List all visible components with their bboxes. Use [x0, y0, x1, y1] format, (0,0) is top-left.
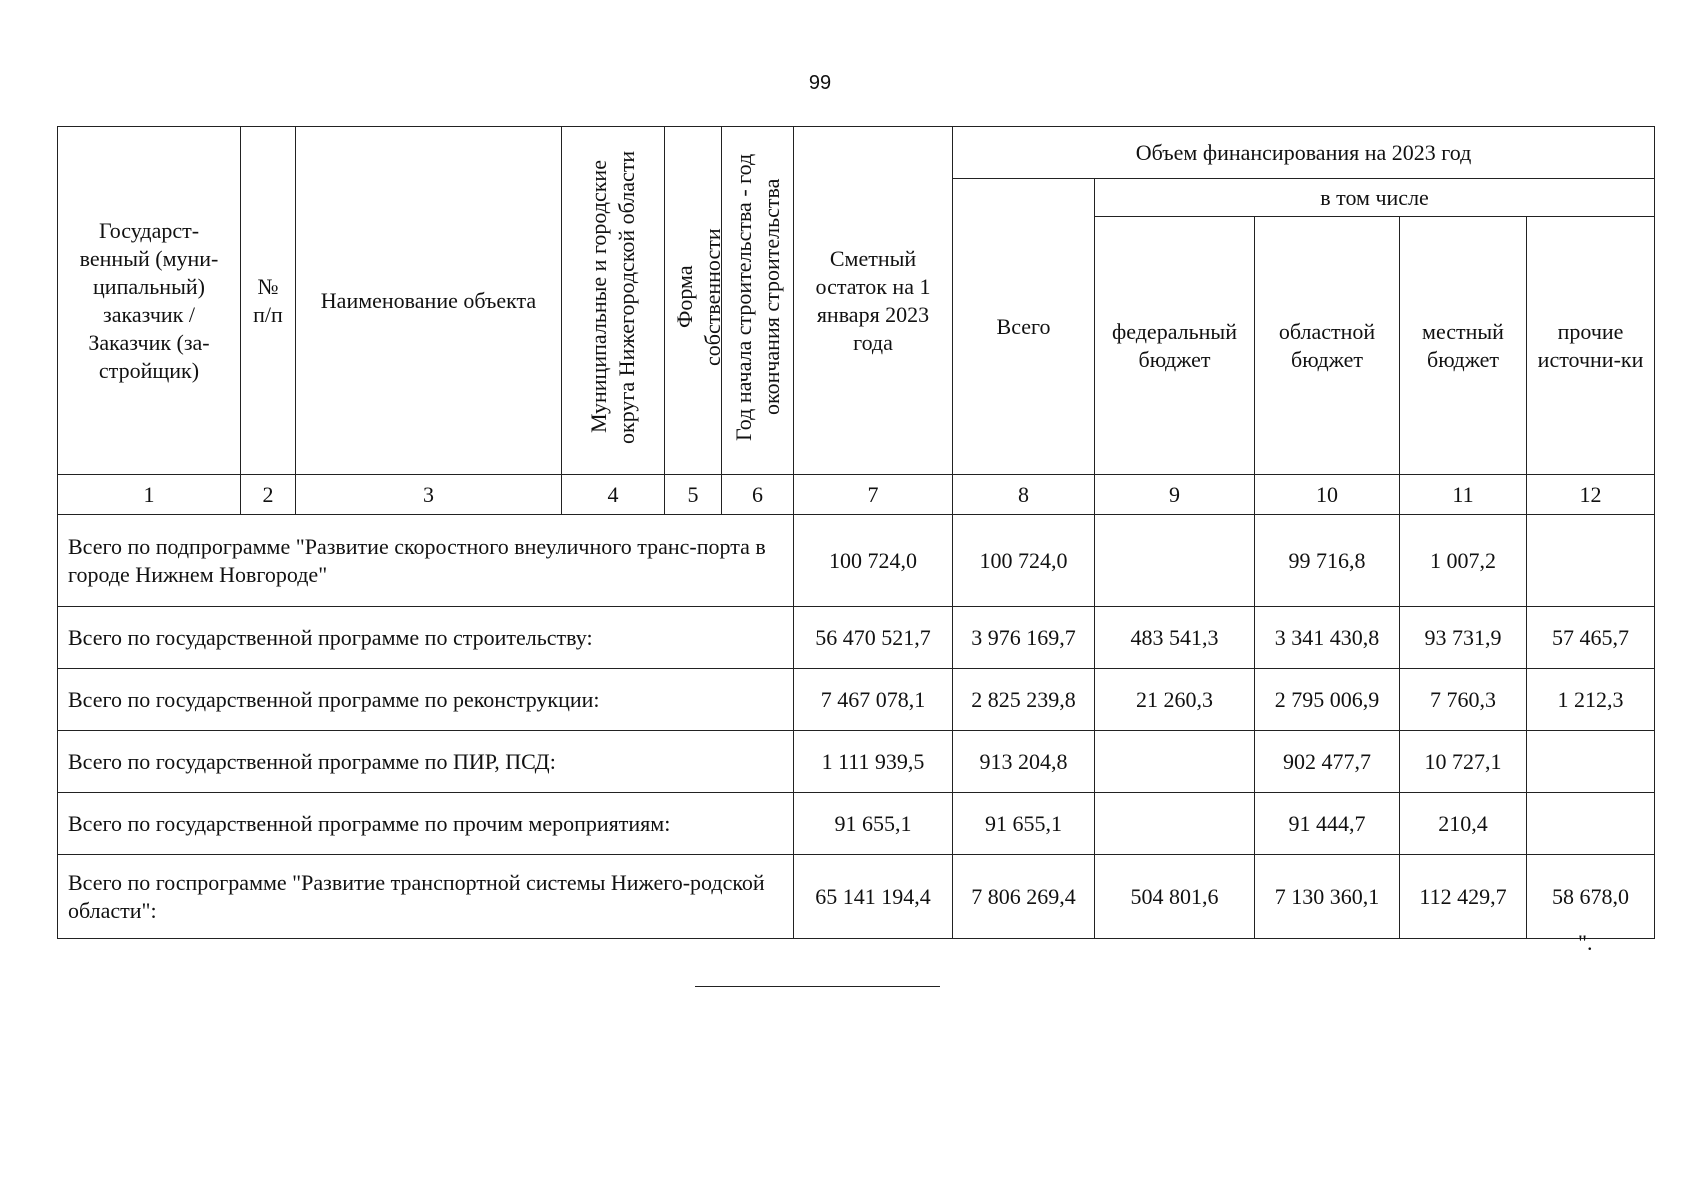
column-number: 2: [241, 475, 296, 515]
row-federal: [1095, 515, 1255, 607]
row-total: 100 724,0: [953, 515, 1095, 607]
row-total: 913 204,8: [953, 731, 1095, 793]
closing-mark: ".: [1578, 930, 1593, 955]
table-row: [58, 515, 1655, 607]
table-row: [58, 793, 1655, 855]
row-federal: 483 541,3: [1095, 607, 1255, 669]
header-customer: Государст-венный (муни-ципальный) заказчик / Заказчик (за-стройщик): [58, 127, 241, 475]
row-regional: 7 130 360,1: [1255, 855, 1400, 939]
column-number: 6: [722, 475, 794, 515]
row-label: Всего по государственной программе по прочим мероприятиям:: [58, 793, 794, 855]
row-label: Всего по государственной программе по ПИР, ПСД:: [58, 731, 794, 793]
row-balance: 65 141 194,4: [794, 855, 953, 939]
row-other: 57 465,7: [1527, 607, 1655, 669]
row-label: Всего по госпрограмме "Развитие транспортной системы Нижего-родской области":: [58, 855, 794, 939]
header-estimated-balance: Сметный остаток на 1 января 2023 года: [794, 127, 953, 475]
row-total: 91 655,1: [953, 793, 1095, 855]
row-local: 210,4: [1400, 793, 1527, 855]
header-years-cell: [722, 127, 794, 475]
column-number: 11: [1400, 475, 1527, 515]
row-local: 112 429,7: [1400, 855, 1527, 939]
column-number: 3: [296, 475, 562, 515]
column-number: 1: [58, 475, 241, 515]
row-local: 1 007,2: [1400, 515, 1527, 607]
row-label: Всего по подпрограмме "Развитие скоростного внеуличного транс-порта в городе Нижнем Новгороде": [58, 515, 794, 607]
header-local: местный бюджет: [1400, 217, 1527, 475]
row-balance: 100 724,0: [794, 515, 953, 607]
row-label: Всего по государственной программе по реконструкции:: [58, 669, 794, 731]
table-row: [58, 855, 1655, 939]
row-balance: 7 467 078,1: [794, 669, 953, 731]
page-number: 99: [808, 72, 832, 94]
row-federal: [1095, 731, 1255, 793]
row-federal: 21 260,3: [1095, 669, 1255, 731]
row-total: 3 976 169,7: [953, 607, 1095, 669]
financing-table: [57, 126, 1655, 939]
row-federal: 504 801,6: [1095, 855, 1255, 939]
header-years: Год начала строительства - год окончания строительства: [730, 153, 784, 441]
row-local: 93 731,9: [1400, 607, 1527, 669]
row-total: 2 825 239,8: [953, 669, 1095, 731]
column-number: 5: [665, 475, 722, 515]
header-other: прочие источни-ки: [1527, 217, 1655, 475]
row-total: 7 806 269,4: [953, 855, 1095, 939]
column-number: 12: [1527, 475, 1655, 515]
row-local: 10 727,1: [1400, 731, 1527, 793]
table-row: [58, 731, 1655, 793]
header-regional: областной бюджет: [1255, 217, 1400, 475]
row-regional: 91 444,7: [1255, 793, 1400, 855]
row-regional: 2 795 006,9: [1255, 669, 1400, 731]
row-other: [1527, 793, 1655, 855]
row-regional: 902 477,7: [1255, 731, 1400, 793]
column-number: 10: [1255, 475, 1400, 515]
row-other: 58 678,0: [1527, 855, 1655, 939]
header-ownership-cell: [665, 127, 725, 475]
header-funding-2023: Объем финансирования на 2023 год: [953, 127, 1655, 179]
header-municipalities-cell: [562, 127, 665, 475]
header-federal: федеральный бюджет: [1095, 217, 1255, 475]
table-row: [58, 607, 1655, 669]
row-regional: 3 341 430,8: [1255, 607, 1400, 669]
divider-line: [695, 986, 940, 987]
header-number: № п/п: [241, 127, 296, 475]
row-federal: [1095, 793, 1255, 855]
column-number: 4: [562, 475, 665, 515]
header-municipalities: Муниципальные и городские округа Нижегородской области: [586, 150, 639, 444]
row-label: Всего по государственной программе по строительству:: [58, 607, 794, 669]
row-local: 7 760,3: [1400, 669, 1527, 731]
column-number: 8: [953, 475, 1095, 515]
header-including: в том числе: [1095, 179, 1655, 217]
header-object-name: Наименование объекта: [296, 127, 562, 475]
header-ownership: Форма собственности: [672, 228, 725, 366]
row-balance: 1 111 939,5: [794, 731, 953, 793]
row-other: 1 212,3: [1527, 669, 1655, 731]
row-other: [1527, 515, 1655, 607]
column-number: 7: [794, 475, 953, 515]
header-total: Всего: [953, 179, 1095, 475]
column-number: 9: [1095, 475, 1255, 515]
table-row: [58, 669, 1655, 731]
row-other: [1527, 731, 1655, 793]
row-balance: 56 470 521,7: [794, 607, 953, 669]
row-regional: 99 716,8: [1255, 515, 1400, 607]
row-balance: 91 655,1: [794, 793, 953, 855]
